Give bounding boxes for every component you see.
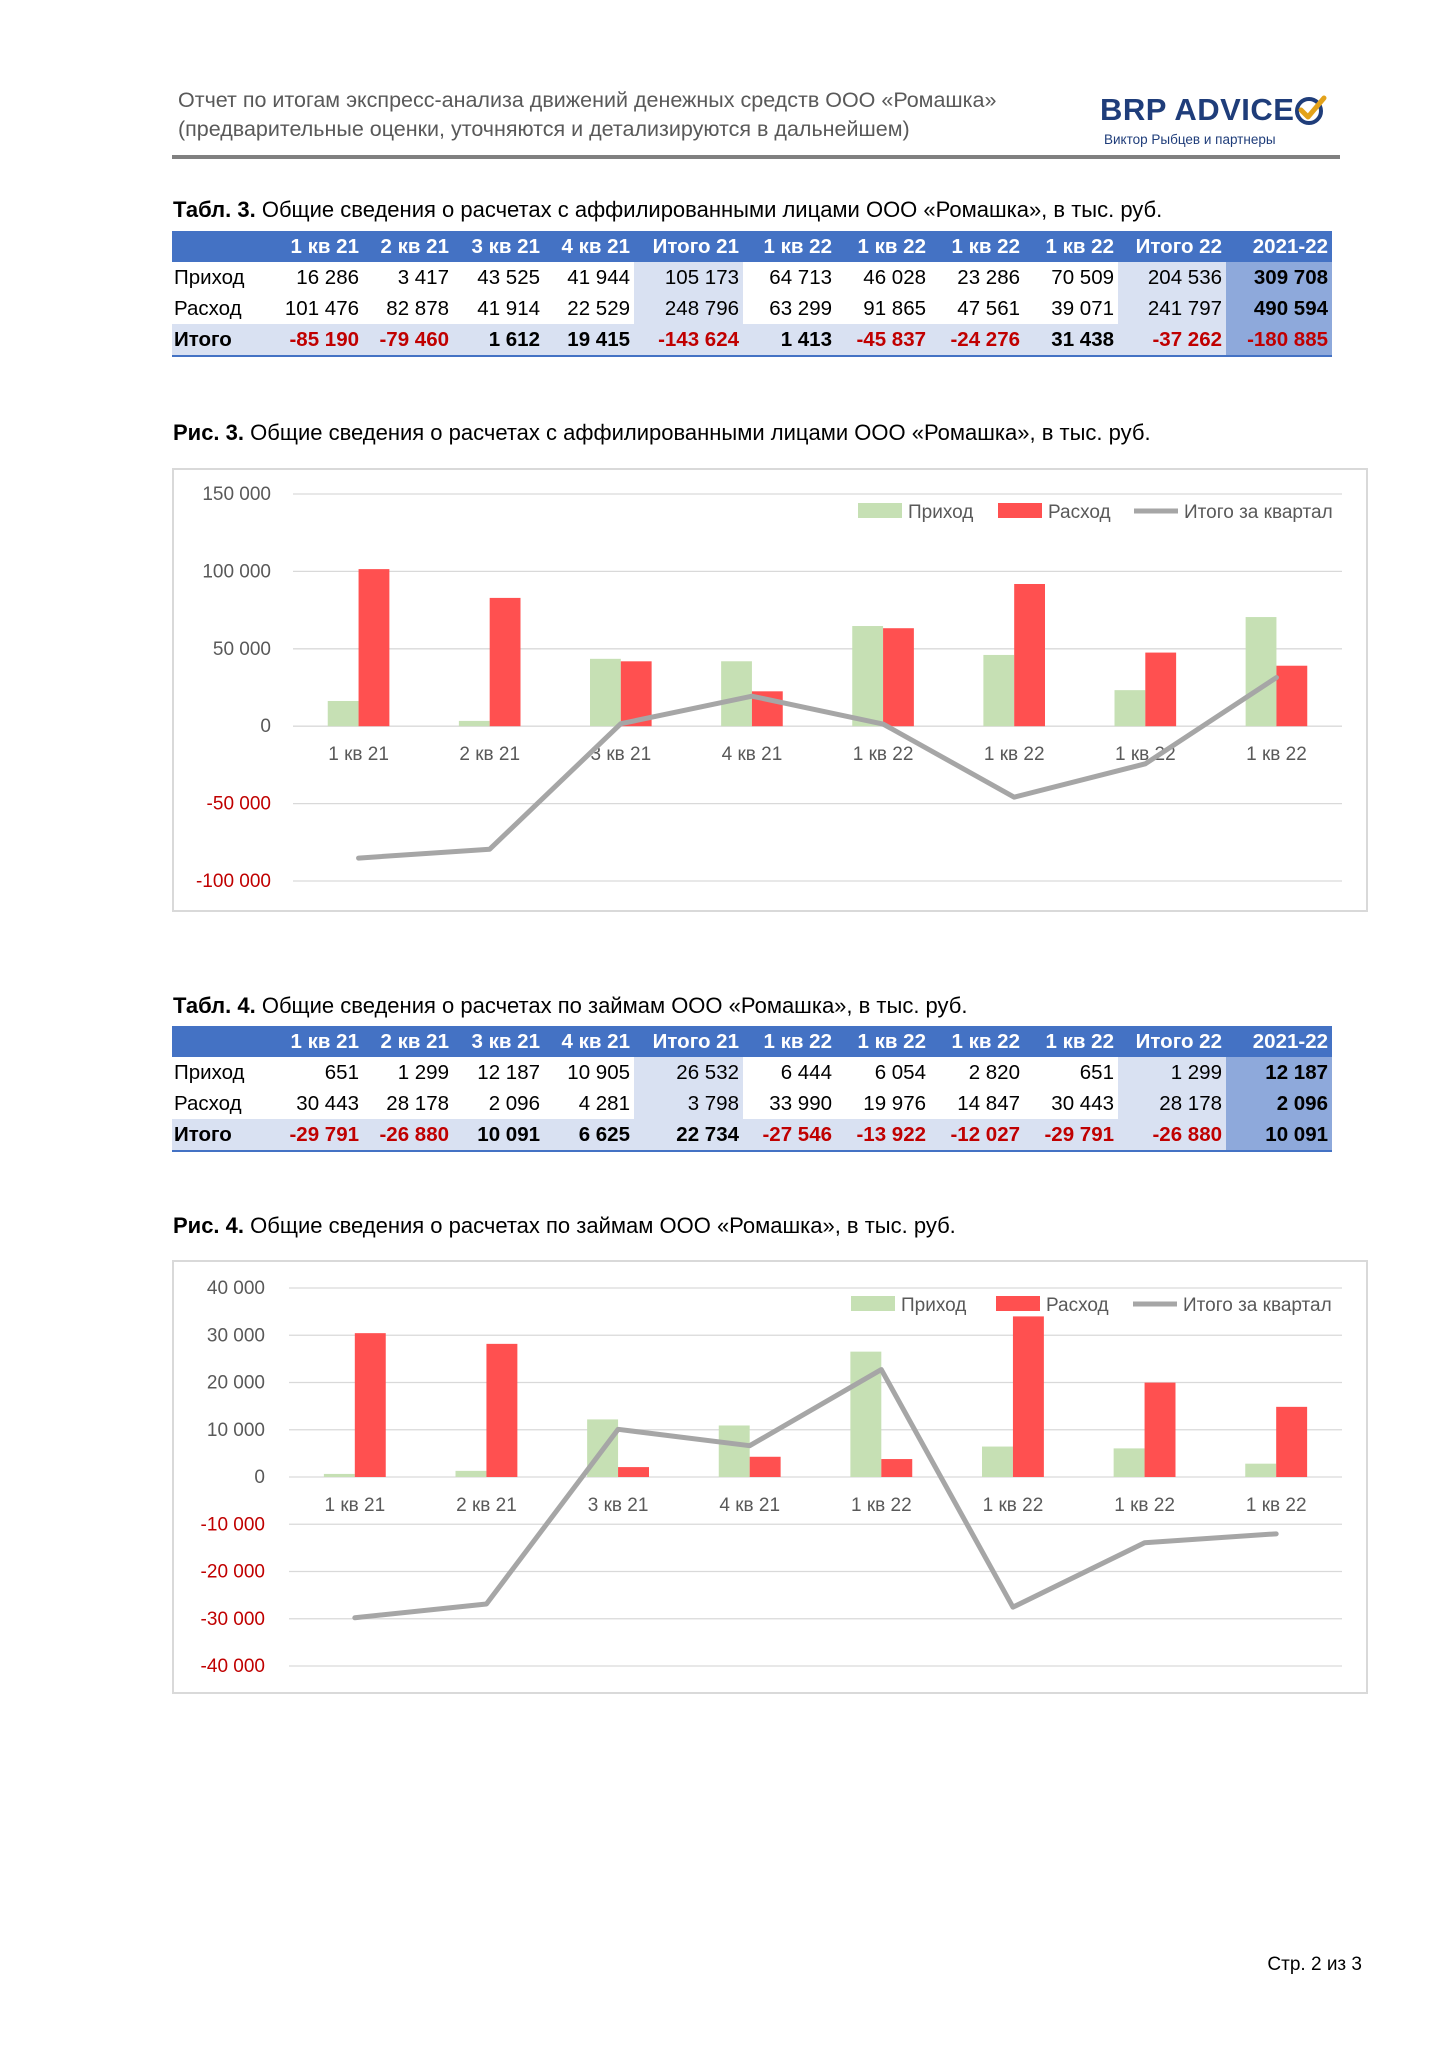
table-cell: -29 791 (270, 1119, 363, 1151)
bar-income (983, 655, 1014, 726)
logo-check-icon (1292, 92, 1328, 133)
y-tick-label: -50 000 (206, 793, 271, 815)
table-cell: 41 914 (477, 296, 540, 320)
column-header: 3 кв 21 (453, 1026, 544, 1057)
table-cell: 23 286 (957, 265, 1020, 289)
figure3-caption (173, 420, 1151, 446)
logo-title: BRP ADVICE (1100, 92, 1295, 127)
table3-caption-text: Общие сведения о расчетах с аффилированными лицами ООО «Ромашка», в тыс. руб. (255, 197, 1163, 222)
table-cell: -180 885 (1226, 324, 1332, 356)
table-cell: 43 525 (477, 265, 540, 289)
table-cell: 4 281 (578, 1091, 630, 1115)
bar-expense (355, 1333, 386, 1477)
table-cell: -143 624 (634, 324, 743, 356)
bar-income (852, 626, 883, 726)
y-tick-label: 0 (260, 716, 271, 738)
bar-expense (1276, 1407, 1307, 1477)
x-category-label: 1 кв 22 (1114, 1495, 1175, 1516)
table-cell: 47 561 (957, 296, 1020, 320)
legend-label: Итого за квартал (1183, 1295, 1332, 1316)
bar-income (719, 1425, 750, 1477)
table-cell: 30 443 (296, 1091, 359, 1115)
bar-income (456, 1471, 487, 1477)
table-cell: -29 791 (1024, 1119, 1118, 1151)
table-cell: 19 976 (863, 1091, 926, 1115)
figure4-caption-number: Рис. 4. (173, 1213, 245, 1238)
legend-swatch (998, 503, 1042, 518)
legend-swatch (996, 1296, 1040, 1311)
y-tick-label: 10 000 (206, 1419, 265, 1441)
table-cell: -26 880 (1118, 1119, 1226, 1151)
bar-income (1245, 1464, 1276, 1477)
column-header: 2021-22 (1226, 1026, 1332, 1057)
bar-income (1246, 617, 1277, 726)
table-cell: 3 417 (397, 265, 449, 289)
table-cell: 22 734 (634, 1119, 743, 1151)
table-cell: 241 797 (1118, 293, 1226, 324)
y-tick-label: 150 000 (202, 484, 271, 505)
table-cell: 26 532 (634, 1057, 743, 1088)
header-line-1: Отчет по итогам экспресс-анализа движений денежных средств ООО «Ромашка» (178, 88, 997, 112)
y-tick-label: -10 000 (200, 1514, 265, 1536)
bar-income (328, 701, 359, 726)
table-cell: 31 438 (1024, 324, 1118, 356)
column-header: 1 кв 21 (270, 1026, 363, 1057)
table-cell: 12 187 (477, 1060, 540, 1084)
legend-label: Итого за квартал (1184, 502, 1333, 523)
bar-income (1114, 1448, 1145, 1477)
bar-expense (883, 628, 914, 726)
bar-expense (1276, 666, 1307, 726)
legend-swatch (851, 1296, 895, 1311)
table-cell: -45 837 (836, 324, 930, 356)
x-category-label: 4 кв 21 (721, 744, 783, 766)
table-cell: 82 878 (386, 296, 449, 320)
table-row (172, 262, 1332, 293)
x-category-label: 1 кв 22 (852, 744, 914, 766)
table-cell: -13 922 (836, 1119, 930, 1151)
table-row (172, 324, 1332, 356)
table-cell: 105 173 (634, 262, 743, 293)
brp-logo (1098, 92, 1338, 152)
column-header: Итого 21 (634, 1026, 743, 1057)
table-cell: 46 028 (863, 265, 926, 289)
column-header: 1 кв 22 (836, 1026, 930, 1057)
bar-expense (618, 1467, 649, 1477)
table-cell: 204 536 (1118, 262, 1226, 293)
row-label: Расход (174, 296, 242, 320)
column-header: 4 кв 21 (544, 231, 634, 262)
column-header: 1 кв 22 (836, 231, 930, 262)
table-cell: 2 096 (1226, 1088, 1332, 1119)
x-category-label: 1 кв 21 (324, 1495, 386, 1516)
table-cell: 16 286 (296, 265, 359, 289)
bar-expense (750, 1457, 781, 1477)
table-cell: 41 944 (567, 265, 630, 289)
row-label: Приход (174, 265, 245, 289)
column-header: Итого 21 (634, 231, 743, 262)
table4-caption-number: Табл. 4. (173, 993, 256, 1018)
header-divider (172, 155, 1340, 159)
y-tick-label: 50 000 (212, 638, 271, 660)
figure4-caption (173, 1213, 956, 1239)
y-tick-label: 20 000 (206, 1372, 265, 1394)
table-cell: 651 (324, 1060, 359, 1084)
row-label: Итого (172, 1119, 270, 1151)
y-tick-label: 30 000 (206, 1325, 265, 1347)
table3 (172, 231, 1332, 357)
table-cell: -79 460 (363, 324, 453, 356)
header-text (178, 86, 996, 144)
table-cell: 248 796 (634, 293, 743, 324)
figure3-chart-svg (174, 470, 1366, 910)
column-header: 2021-22 (1226, 231, 1332, 262)
figure4-chart (172, 1260, 1368, 1694)
bar-expense (359, 569, 390, 726)
column-header: 1 кв 22 (743, 1026, 836, 1057)
y-tick-label: -20 000 (200, 1561, 265, 1583)
x-category-label: 1 кв 22 (1246, 744, 1307, 766)
table-header-row (172, 1026, 1332, 1057)
column-header: 1 кв 22 (930, 1026, 1024, 1057)
figure3-caption-text: Общие сведения о расчетах с аффилированными лицами ООО «Ромашка», в тыс. руб. (244, 420, 1151, 445)
legend-swatch (858, 503, 902, 518)
table-cell: 28 178 (1118, 1088, 1226, 1119)
bar-income (590, 659, 621, 726)
table-cell: 309 708 (1226, 262, 1332, 293)
column-header: 2 кв 21 (363, 1026, 453, 1057)
table3-caption (173, 197, 1162, 223)
bar-income (721, 661, 752, 726)
table-cell: -12 027 (930, 1119, 1024, 1151)
column-header: 4 кв 21 (544, 1026, 634, 1057)
table-cell: 33 990 (769, 1091, 832, 1115)
legend-label: Расход (1046, 1295, 1109, 1316)
figure4-chart-svg (174, 1262, 1366, 1692)
bar-expense (881, 1459, 912, 1477)
column-header: 1 кв 21 (270, 231, 363, 262)
table-cell: 1 612 (453, 324, 544, 356)
bar-expense (486, 1344, 517, 1477)
x-category-label: 3 кв 21 (587, 1495, 649, 1516)
y-tick-label: -30 000 (200, 1608, 265, 1630)
x-category-label: 3 кв 21 (590, 744, 652, 766)
bar-expense (1145, 1383, 1176, 1477)
table-cell: 2 096 (488, 1091, 540, 1115)
table-cell: 651 (1079, 1060, 1114, 1084)
table-cell: 70 509 (1051, 265, 1114, 289)
bar-expense (1013, 1316, 1044, 1477)
table-cell: 490 594 (1226, 293, 1332, 324)
table-cell: 10 091 (1226, 1119, 1332, 1151)
table-header-corner (172, 231, 270, 262)
bar-income (1114, 690, 1145, 726)
legend-label: Расход (1048, 502, 1111, 523)
bar-income (324, 1474, 355, 1477)
legend-label: Приход (901, 1295, 967, 1316)
y-tick-label: 0 (254, 1467, 265, 1488)
table-cell: 101 476 (284, 296, 359, 320)
x-category-label: 1 кв 22 (982, 1495, 1044, 1516)
table-cell: 10 905 (567, 1060, 630, 1084)
table-cell: 1 299 (397, 1060, 449, 1084)
table-cell: -26 880 (363, 1119, 453, 1151)
figure4-caption-text: Общие сведения о расчетах по займам ООО «Ромашка», в тыс. руб. (244, 1213, 956, 1238)
table-cell: 63 299 (769, 296, 832, 320)
column-header: 1 кв 22 (743, 231, 836, 262)
table-header-corner (172, 1026, 270, 1057)
column-header: 1 кв 22 (1024, 1026, 1118, 1057)
x-category-label: 2 кв 21 (459, 744, 521, 766)
table-cell: -85 190 (270, 324, 363, 356)
x-category-label: 4 кв 21 (719, 1495, 781, 1516)
x-category-label: 1 кв 21 (328, 744, 389, 766)
table-cell: 28 178 (386, 1091, 449, 1115)
column-header: 2 кв 21 (363, 231, 453, 262)
table-cell: 14 847 (957, 1091, 1020, 1115)
bar-income (459, 721, 490, 726)
table-row (172, 293, 1332, 324)
table4 (172, 1026, 1332, 1152)
table-cell: 6 625 (544, 1119, 634, 1151)
table4-caption (173, 993, 968, 1019)
x-category-label: 1 кв 22 (850, 1495, 912, 1516)
table-cell: 22 529 (567, 296, 630, 320)
table-cell: 2 820 (968, 1060, 1020, 1084)
header-line-2: (предварительные оценки, уточняются и детализируются в дальнейшем) (178, 117, 910, 141)
row-label: Приход (174, 1060, 245, 1084)
row-label: Итого (172, 324, 270, 356)
x-category-label: 2 кв 21 (456, 1495, 517, 1516)
table-cell: -27 546 (743, 1119, 836, 1151)
table4-caption-text: Общие сведения о расчетах по займам ООО «Ромашка», в тыс. руб. (255, 993, 968, 1018)
figure3-caption-number: Рис. 3. (173, 420, 245, 445)
table-cell: 19 415 (544, 324, 634, 356)
table-row (172, 1119, 1332, 1151)
table-cell: 64 713 (769, 265, 832, 289)
bar-income (982, 1447, 1013, 1477)
x-category-label: 1 кв 22 (1114, 744, 1176, 766)
table-cell: 30 443 (1051, 1091, 1114, 1115)
bar-expense (1145, 653, 1176, 727)
column-header: 3 кв 21 (453, 231, 544, 262)
column-header: Итого 22 (1118, 231, 1226, 262)
table-cell: -24 276 (930, 324, 1024, 356)
column-header: Итого 22 (1118, 1026, 1226, 1057)
y-tick-label: -100 000 (195, 871, 271, 892)
y-tick-label: 100 000 (202, 561, 271, 583)
x-category-label: 1 кв 22 (1245, 1495, 1307, 1516)
column-header: 1 кв 22 (930, 231, 1024, 262)
table-cell: -37 262 (1118, 324, 1226, 356)
table-cell: 6 054 (874, 1060, 926, 1084)
table3-caption-number: Табл. 3. (173, 197, 256, 222)
y-tick-label: 40 000 (206, 1278, 265, 1299)
table-cell: 91 865 (863, 296, 926, 320)
table-cell: 3 798 (634, 1088, 743, 1119)
bar-expense (490, 598, 521, 726)
column-header: 1 кв 22 (1024, 231, 1118, 262)
table-header-row (172, 231, 1332, 262)
legend-label: Приход (908, 502, 974, 523)
table-cell: 1 299 (1118, 1057, 1226, 1088)
logo-subtitle: Виктор Рыбцев и партнеры (1104, 132, 1276, 147)
y-tick-label: -40 000 (200, 1656, 265, 1677)
page-number: Стр. 2 из 3 (1267, 1954, 1362, 1975)
table-cell: 12 187 (1226, 1057, 1332, 1088)
table-cell: 10 091 (453, 1119, 544, 1151)
bar-expense (1014, 584, 1045, 726)
table-row (172, 1088, 1332, 1119)
table-cell: 1 413 (743, 324, 836, 356)
x-category-label: 1 кв 22 (983, 744, 1045, 766)
row-label: Расход (174, 1091, 242, 1115)
table-row (172, 1057, 1332, 1088)
figure3-chart (172, 468, 1368, 912)
table-cell: 6 444 (780, 1060, 832, 1084)
table-cell: 39 071 (1051, 296, 1114, 320)
